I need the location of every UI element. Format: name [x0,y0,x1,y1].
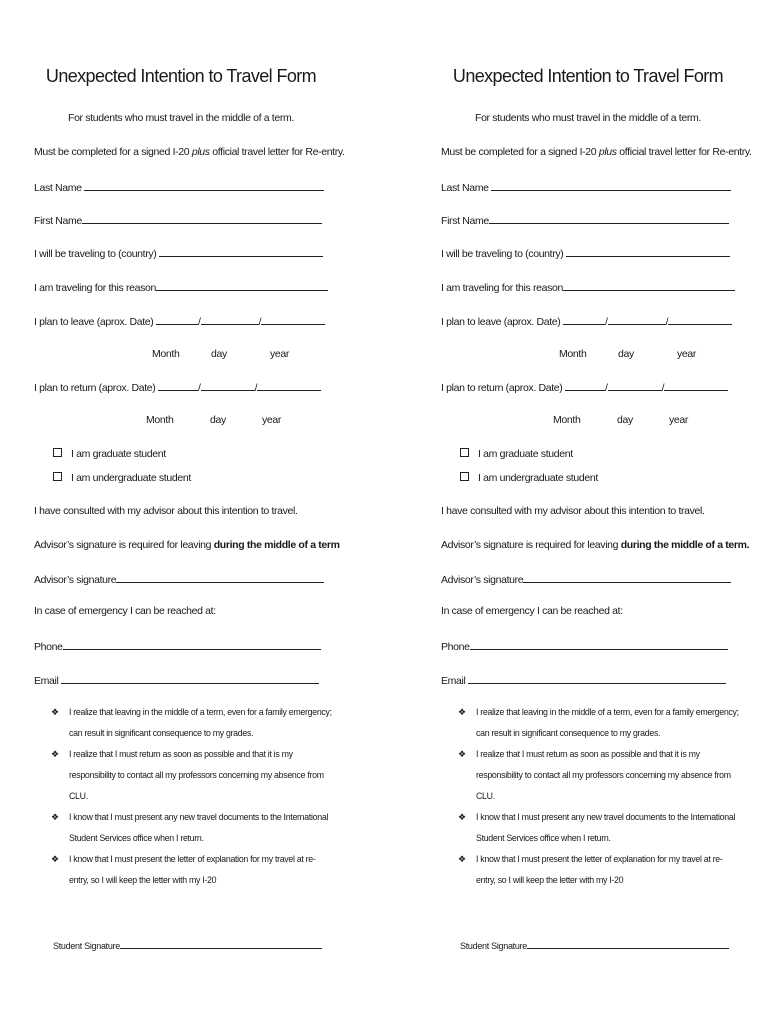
advisor-required-line [34,539,340,551]
undergraduate-option[interactable] [460,472,598,484]
phone-label: Phone [34,641,63,653]
return-month-field[interactable] [565,380,605,391]
student-signature-row [460,938,729,951]
advisor-required-bold: during the middle of a term [213,539,340,551]
reason-row [441,280,735,294]
last-name-row [34,180,324,194]
leave-day-label: day [211,348,227,360]
student-signature-field[interactable] [120,938,322,949]
undergraduate-label: I am undergraduate student [71,472,191,484]
diamond-bullet-icon: ❖ [51,854,59,864]
return-day-field[interactable] [608,380,662,391]
return-date-label: I plan to return (aprox. Date) [34,382,156,394]
consulted-text: I have consulted with my advisor about this intention to travel. [441,505,705,517]
country-label: I will be traveling to (country) [34,248,157,260]
diamond-bullet-icon: ❖ [51,707,59,717]
leave-month-field[interactable] [156,314,198,325]
email-row [441,673,726,687]
undergraduate-option[interactable] [53,472,191,484]
acknowledgement-text: I know that I must present any new travel documents to the International Student Services office when I return. [476,812,736,843]
acknowledgement-item [441,807,741,849]
reason-label: I am traveling for this reason [34,282,156,294]
phone-field[interactable] [470,639,728,650]
student-signature-field[interactable] [527,938,729,949]
advisor-required-line [441,539,749,551]
advisor-signature-label: Advisor’s signature [34,574,117,586]
reason-field[interactable] [563,280,735,291]
acknowledgement-item [441,702,741,744]
advisor-signature-label: Advisor’s signature [441,574,524,586]
email-field[interactable] [61,673,319,684]
acknowledgement-item [34,744,334,807]
first-name-row [34,213,322,227]
requirement-prefix: Must be completed for a signed I-20 [441,146,599,158]
phone-field[interactable] [63,639,321,650]
email-field[interactable] [468,673,726,684]
first-name-row [441,213,729,227]
leave-year-label: year [677,348,697,360]
emergency-text: In case of emergency I can be reached at: [441,605,623,617]
requirement-prefix: Must be completed for a signed I-20 [34,146,192,158]
last-name-label: Last Name [34,182,82,194]
graduate-option[interactable] [53,448,166,460]
leave-month-label: Month [559,348,587,360]
acknowledgement-item [441,849,741,891]
first-name-label: First Name [441,215,489,227]
return-year-field[interactable] [664,380,728,391]
return-month-label: Month [553,414,581,426]
return-year-label: year [262,414,282,426]
reason-row [34,280,328,294]
acknowledgement-text: I realize that leaving in the middle of a term, even for a family emergency; can result in significant consequence to my grades. [69,707,332,738]
consulted-text: I have consulted with my advisor about this intention to travel. [34,505,298,517]
form-subtitle: For students who must travel in the middle of a term. [475,112,701,124]
requirement-suffix: official travel letter for Re-entry. [209,146,345,158]
diamond-bullet-icon: ❖ [458,812,466,822]
graduate-label: I am graduate student [478,448,573,460]
acknowledgement-item [34,849,334,891]
acknowledgement-text: I realize that I must return as soon as possible and that it is my responsibility to contact all my professors concerning my absence from CLU. [69,749,324,801]
leave-month-label: Month [152,348,180,360]
acknowledgement-text: I know that I must present the letter of explanation for my travel at re-entry, so I will keep the letter with my I-20 [476,854,723,885]
last-name-field[interactable] [491,180,731,191]
advisor-signature-row [34,572,324,586]
diamond-bullet-icon: ❖ [51,749,59,759]
leave-date-row: I plan to leave (aprox. Date) / / [34,314,325,328]
student-signature-label: Student Signature [460,941,527,951]
advisor-signature-field[interactable] [523,572,731,583]
acknowledgement-item [34,702,334,744]
email-label: Email [34,675,59,687]
acknowledgement-list [441,702,741,891]
email-row [34,673,319,687]
requirement-line [441,146,752,158]
leave-month-field[interactable] [563,314,605,325]
return-month-label: Month [146,414,174,426]
reason-label: I am traveling for this reason [441,282,563,294]
diamond-bullet-icon: ❖ [458,707,466,717]
leave-date-row: I plan to leave (aprox. Date) / / [441,314,732,328]
graduate-checkbox[interactable] [460,448,469,457]
country-label: I will be traveling to (country) [441,248,564,260]
leave-day-field[interactable] [608,314,666,325]
return-day-label: day [617,414,633,426]
return-year-label: year [669,414,689,426]
graduate-label: I am graduate student [71,448,166,460]
leave-day-field[interactable] [201,314,259,325]
graduate-option[interactable] [460,448,573,460]
requirement-italic: plus [191,146,210,158]
last-name-field[interactable] [84,180,324,191]
form-title: Unexpected Intention to Travel Form [452,66,724,86]
first-name-field[interactable] [82,213,322,224]
return-date-row: I plan to return (aprox. Date) / / [441,380,728,394]
return-year-field[interactable] [257,380,321,391]
last-name-row [441,180,731,194]
acknowledgement-text: I know that I must present the letter of explanation for my travel at re-entry, so I will keep the letter with my I-20 [69,854,316,885]
phone-row [34,639,321,653]
undergraduate-checkbox[interactable] [460,472,469,481]
emergency-text: In case of emergency I can be reached at: [34,605,216,617]
first-name-label: First Name [34,215,82,227]
acknowledgement-text: I realize that I must return as soon as possible and that it is my responsibility to contact all my professors concerning my absence from CLU. [476,749,731,801]
country-field[interactable] [566,246,730,257]
return-date-label: I plan to return (aprox. Date) [441,382,563,394]
reason-field[interactable] [156,280,328,291]
diamond-bullet-icon: ❖ [458,749,466,759]
leave-day-label: day [618,348,634,360]
phone-label: Phone [441,641,470,653]
requirement-suffix: official travel letter for Re-entry. [616,146,752,158]
leave-date-label: I plan to leave (aprox. Date) [34,316,154,328]
return-day-label: day [210,414,226,426]
acknowledgement-text: I realize that leaving in the middle of a term, even for a family emergency; can result in significant consequence to my grades. [476,707,739,738]
advisor-signature-field[interactable] [116,572,324,583]
student-signature-row [53,938,322,951]
form-title: Unexpected Intention to Travel Form [45,66,317,86]
form-subtitle: For students who must travel in the middle of a term. [68,112,294,124]
advisor-required-bold: during the middle of a term. [620,539,750,551]
country-row [441,246,730,260]
return-month-field[interactable] [158,380,198,391]
return-date-row: I plan to return (aprox. Date) / / [34,380,321,394]
acknowledgement-item [34,807,334,849]
requirement-line [34,146,345,158]
graduate-checkbox[interactable] [53,448,62,457]
student-signature-label: Student Signature [53,941,120,951]
advisor-required-prefix: Advisor’s signature is required for leaving [34,539,214,551]
diamond-bullet-icon: ❖ [51,812,59,822]
email-label: Email [441,675,466,687]
country-row [34,246,323,260]
country-field[interactable] [159,246,323,257]
undergraduate-checkbox[interactable] [53,472,62,481]
undergraduate-label: I am undergraduate student [478,472,598,484]
requirement-italic: plus [598,146,617,158]
acknowledgement-text: I know that I must present any new travel documents to the International Student Services office when I return. [69,812,329,843]
leave-year-field[interactable] [261,314,325,325]
phone-row [441,639,728,653]
last-name-label: Last Name [441,182,489,194]
return-day-field[interactable] [201,380,255,391]
first-name-field[interactable] [489,213,729,224]
leave-year-label: year [270,348,290,360]
acknowledgement-list [34,702,334,891]
leave-year-field[interactable] [668,314,732,325]
diamond-bullet-icon: ❖ [458,854,466,864]
leave-date-label: I plan to leave (aprox. Date) [441,316,561,328]
acknowledgement-item [441,744,741,807]
advisor-signature-row [441,572,731,586]
advisor-required-prefix: Advisor’s signature is required for leaving [441,539,621,551]
